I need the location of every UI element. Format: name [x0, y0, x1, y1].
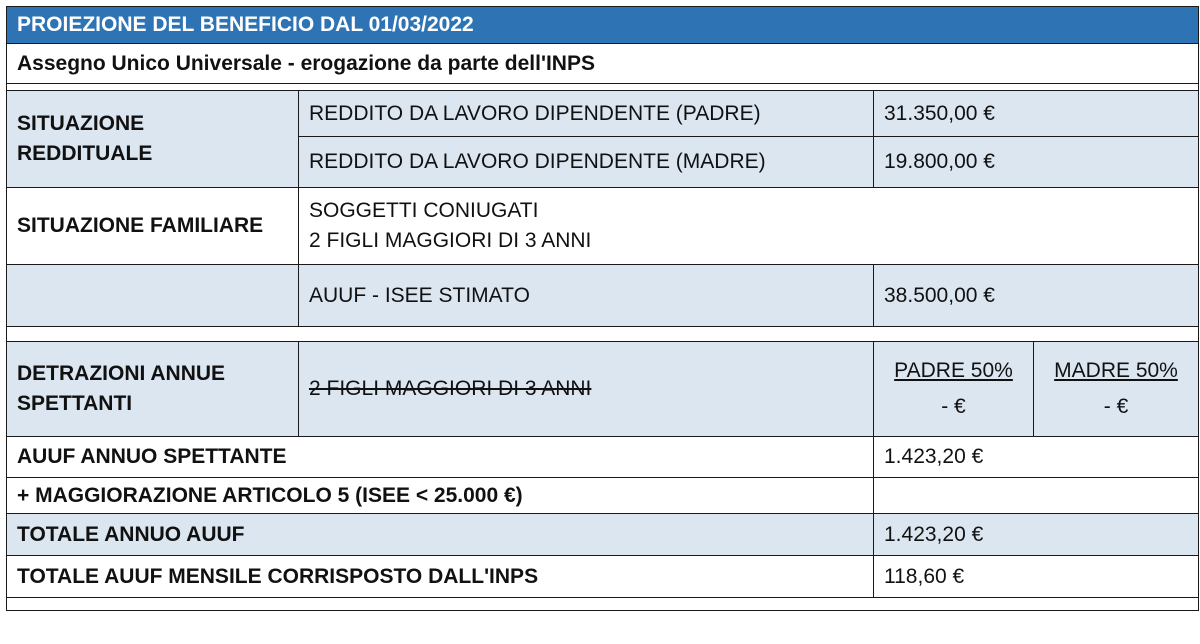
- detrazioni-padre-cell: [874, 342, 1034, 437]
- situazione-familiare-line1: SOGGETTI CONIUGATI: [309, 199, 539, 222]
- totale-mensile-label: TOTALE AUUF MENSILE CORRISPOSTO DALL'INPS: [7, 556, 874, 598]
- reddito-madre-value: 19.800,00 €: [874, 137, 1199, 188]
- maggiorazione-label: + MAGGIORAZIONE ARTICOLO 5 (ISEE < 25.000 €): [7, 478, 874, 514]
- spacer-row-2: [7, 327, 1199, 342]
- benefit-projection-table: [6, 6, 1199, 611]
- auuf-annuo-label: AUUF ANNUO SPETTANTE: [7, 437, 874, 478]
- isee-label: AUUF - ISEE STIMATO: [299, 265, 874, 327]
- situazione-reddituale-label: [7, 91, 299, 188]
- situazione-reddituale-label-line2: REDDITUALE: [17, 142, 153, 165]
- reddito-madre-label: REDDITO DA LAVORO DIPENDENTE (MADRE): [299, 137, 874, 188]
- situazione-reddituale-label-line1: SITUAZIONE: [17, 112, 145, 135]
- isee-empty-cell: [7, 265, 299, 327]
- situazione-familiare-label: SITUAZIONE FAMILIARE: [7, 188, 299, 265]
- detrazioni-description: [299, 342, 874, 437]
- detrazioni-description-text: 2 FIGLI MAGGIORI DI 3 ANNI: [309, 377, 592, 400]
- totale-mensile-value: 118,60 €: [874, 556, 1199, 598]
- detrazioni-madre-label: MADRE 50%: [1054, 359, 1178, 382]
- totale-annuo-label: TOTALE ANNUO AUUF: [7, 514, 874, 556]
- spacer-row-3: [7, 598, 1199, 611]
- table-header-title: PROIEZIONE DEL BENEFICIO DAL 01/03/2022: [7, 7, 1199, 44]
- reddito-padre-label: REDDITO DA LAVORO DIPENDENTE (PADRE): [299, 91, 874, 137]
- detrazioni-padre-label: PADRE 50%: [894, 359, 1013, 382]
- detrazioni-padre-value: - €: [941, 395, 966, 418]
- detrazioni-madre-cell: [1034, 342, 1199, 437]
- isee-value: 38.500,00 €: [874, 265, 1199, 327]
- spacer-row: [7, 84, 1199, 91]
- detrazioni-label-line2: SPETTANTI: [17, 392, 133, 415]
- situazione-familiare-line2: 2 FIGLI MAGGIORI DI 3 ANNI: [309, 229, 592, 252]
- maggiorazione-value: [874, 478, 1199, 514]
- subtitle-row: Assegno Unico Universale - erogazione da parte dell'INPS: [7, 44, 1199, 84]
- detrazioni-label-line1: DETRAZIONI ANNUE: [17, 362, 226, 385]
- reddito-padre-value: 31.350,00 €: [874, 91, 1199, 137]
- auuf-annuo-value: 1.423,20 €: [874, 437, 1199, 478]
- situazione-familiare-detail: [299, 188, 1199, 265]
- detrazioni-label: [7, 342, 299, 437]
- totale-annuo-value: 1.423,20 €: [874, 514, 1199, 556]
- detrazioni-madre-value: - €: [1103, 395, 1129, 418]
